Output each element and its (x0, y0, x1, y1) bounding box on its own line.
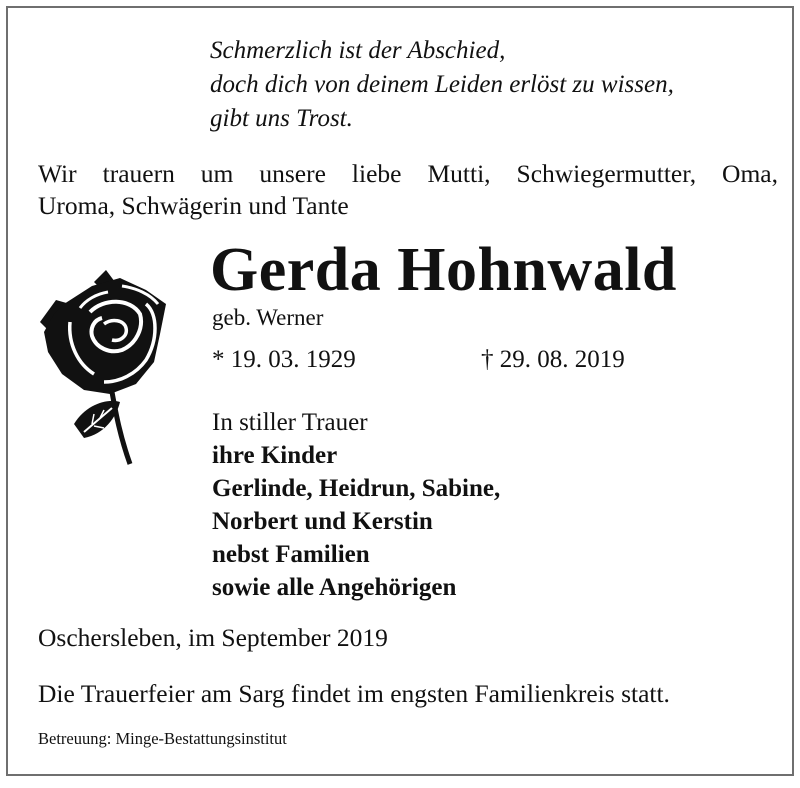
rose-icon (34, 264, 194, 474)
intro-text (38, 158, 778, 222)
motto-line: gibt uns Trost. (210, 105, 353, 132)
mourners-heading: In stiller Trauer (212, 409, 368, 436)
birth-date: * 19. 03. 1929 (212, 346, 356, 373)
mourners-block (212, 406, 500, 604)
intro-line: Wir trauern um unsere liebe Mutti, Schwiegermutter, Oma, (38, 159, 778, 188)
funeral-notice: Die Trauerfeier am Sarg findet im engsten Familienkreis statt. (38, 679, 670, 708)
deceased-name: Gerda Hohnwald (210, 236, 677, 304)
birth-name: geb. Werner (212, 305, 324, 330)
place-date: Oschersleben, im September 2019 (38, 623, 388, 652)
mourners-line: ihre Kinder (212, 442, 338, 469)
death-date: † 29. 08. 2019 (481, 346, 625, 373)
motto-verse (210, 34, 674, 136)
mourners-line: sowie alle Angehörigen (212, 574, 457, 601)
mourners-line: nebst Familien (212, 541, 370, 568)
intro-line: Uroma, Schwägerin und Tante (38, 191, 349, 220)
motto-line: Schmerzlich ist der Abschied, (210, 37, 506, 64)
mourners-line: Gerlinde, Heidrun, Sabine, (212, 475, 501, 502)
motto-line: doch dich von deinem Leiden erlöst zu wissen, (210, 71, 674, 98)
mourners-line: Norbert und Kerstin (212, 508, 433, 535)
obituary-notice (6, 6, 794, 776)
funeral-home: Betreuung: Minge-Bestattungsinstitut (38, 729, 287, 748)
